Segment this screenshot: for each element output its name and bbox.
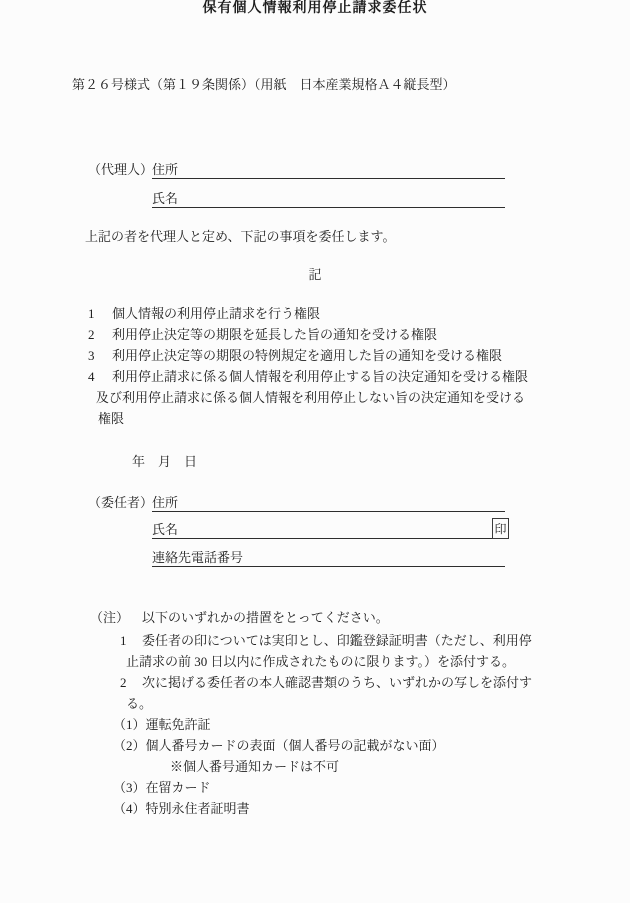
rights-item-number: 1: [88, 306, 95, 321]
rights-item-text: 利用停止決定等の期限の特例規定を適用した旨の通知を受ける権限: [112, 348, 503, 363]
ki-heading: 記: [308, 267, 322, 282]
rights-item: [88, 368, 528, 385]
agent-label: （代理人）: [88, 162, 154, 177]
note-label: （注）: [90, 610, 130, 625]
doc-item-text: 在留カード: [145, 780, 211, 795]
note-item: [120, 632, 532, 649]
note-item-continuation: る。: [126, 696, 153, 711]
agent-name-label: 氏名: [152, 191, 179, 206]
principal-name-field: [152, 521, 492, 539]
note-item-continuation: 止請求の前 30 日以内に作成されたものに限ります。）を添付する。: [126, 654, 515, 669]
date-line: 年 月 日: [132, 454, 198, 469]
principal-phone-field: [152, 549, 505, 567]
rights-item: [88, 305, 320, 322]
principal-label: （委任者）: [88, 495, 154, 510]
agent-address-field: [152, 161, 505, 179]
agent-name-field: [152, 190, 505, 208]
principal-name-label: 氏名: [152, 522, 179, 537]
principal-address-label: 住所: [152, 495, 179, 510]
rights-item-number: 3: [88, 348, 95, 363]
agent-address-label: 住所: [152, 162, 179, 177]
rights-item: [88, 326, 437, 343]
rights-item-continuation: 権限: [98, 411, 125, 426]
doc-item-sub-note: ※個人番号通知カードは不可: [170, 759, 340, 774]
principal-address-field: [152, 494, 505, 512]
doc-item: [113, 716, 211, 733]
note-item-number: 1: [120, 633, 127, 648]
rights-item-text: 利用停止決定等の期限を延長した旨の通知を受ける権限: [112, 327, 438, 342]
rights-item-text: 個人情報の利用停止請求を行う権限: [112, 306, 321, 321]
rights-item: [88, 347, 502, 364]
note-item-text: 委任者の印については実印とし、印鑑登録証明書（ただし、利用停: [142, 633, 532, 648]
doc-item: [113, 779, 211, 796]
doc-item-paren: （3）: [113, 780, 146, 795]
doc-item: [113, 737, 445, 754]
doc-item-paren: （1）: [113, 717, 146, 732]
rights-item-text: 利用停止請求に係る個人情報を利用停止する旨の決定通知を受ける権限: [112, 369, 529, 384]
declaration-text: 上記の者を代理人と定め、下記の事項を委任します。: [85, 229, 396, 244]
note-item: [120, 674, 532, 691]
seal-box: [492, 518, 509, 539]
document-title: 保有個人情報利用停止請求委任状: [202, 1, 428, 16]
rights-item-continuation: 及び利用停止請求に係る個人情報を利用停止しない旨の決定通知を受ける: [96, 390, 526, 405]
principal-phone-label: 連絡先電話番号: [152, 550, 244, 565]
rights-item-number: 2: [88, 327, 95, 342]
doc-item-text: 特別永住者証明書: [145, 801, 250, 816]
note-item-text: 次に掲げる委任者の本人確認書類のうち、いずれかの写しを添付す: [142, 675, 533, 690]
doc-item-paren: （2）: [113, 738, 146, 753]
doc-item-text: 運転免許証: [145, 717, 211, 732]
form-number-line: 第２６号様式（第１９条関係）（用紙 日本産業規格Ａ４縦長型）: [72, 77, 456, 92]
seal-label: 印: [494, 522, 507, 536]
doc-item-paren: （4）: [113, 801, 146, 816]
note-item-number: 2: [120, 675, 127, 690]
note-intro: 以下のいずれかの措置をとってください。: [142, 610, 389, 625]
doc-item: [113, 800, 250, 817]
rights-item-number: 4: [88, 369, 95, 384]
doc-item-text: 個人番号カードの表面（個人番号の記載がない面）: [145, 738, 445, 753]
